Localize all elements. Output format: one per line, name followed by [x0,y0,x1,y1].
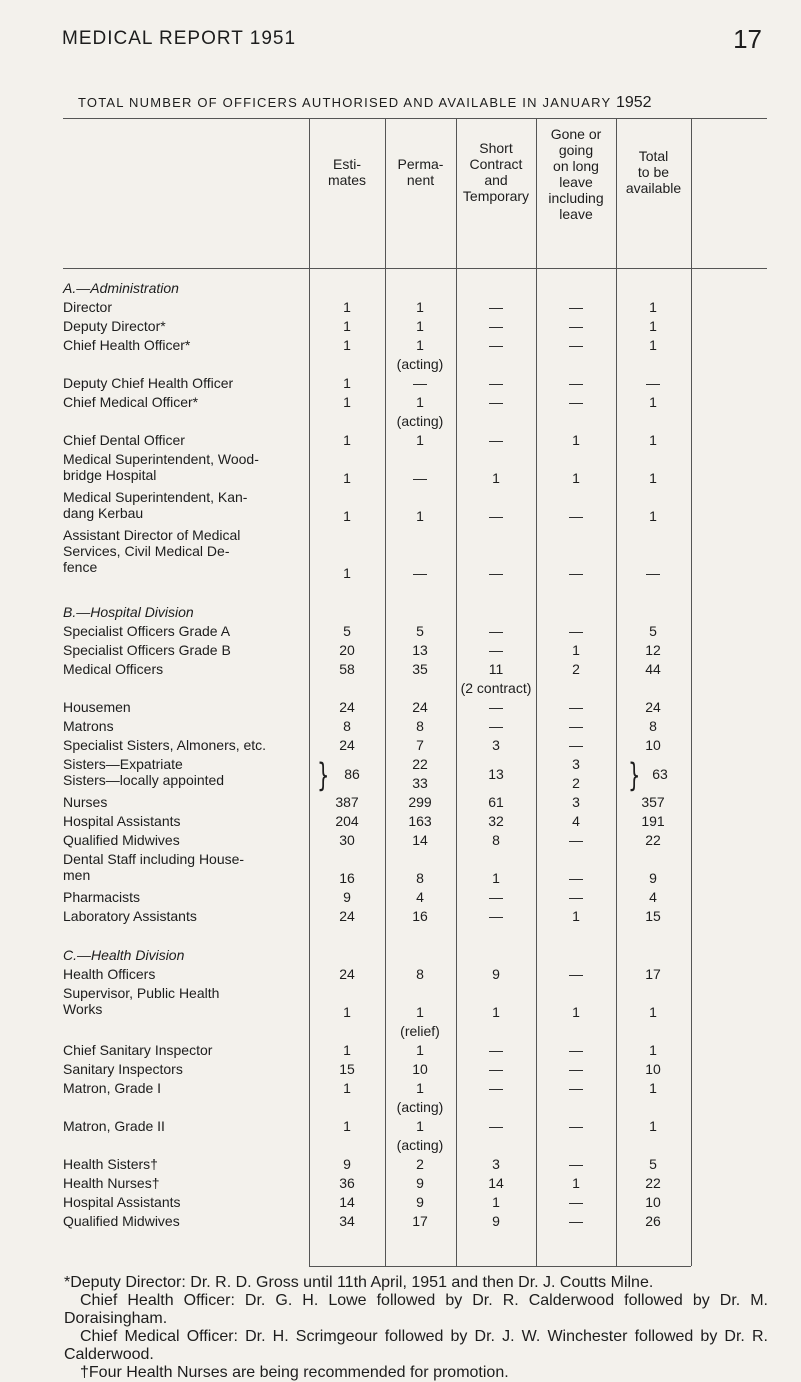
cell-estimates: 9 [343,1156,351,1172]
footnote-chief-health-officer: Chief Health Officer: Dr. G. H. Lowe followed by Dr. R. Calderwood followed by Dr. M. Doraisingham. [64,1292,768,1327]
cell-permanent: 8 [416,870,424,886]
cell-estimates: 1 [343,299,351,315]
column-header [309,156,385,188]
report-title: MEDICAL REPORT 1951 [62,28,297,49]
cell-note: (acting) [396,413,444,429]
cell-on-leave: — [569,718,583,734]
cell-short-contract: — [489,337,503,353]
row-label-line: Services, Civil Medical De- [63,543,230,559]
row-label-line: Nurses [63,794,108,810]
row-label-line: bridge Hospital [63,467,157,483]
cell-on-leave: 1 [572,1004,580,1020]
cell-on-leave: — [569,375,583,391]
cell-estimates: 1 [343,1118,351,1134]
section-heading: B.—Hospital Division [63,604,194,620]
cell-short-contract: — [489,394,503,410]
cell-on-leave: 4 [572,813,580,829]
cell-short-contract: 9 [492,1213,500,1229]
column-header-line: leave [559,174,593,190]
cell-estimates: 1 [343,470,351,486]
cell-permanent: 10 [412,1061,428,1077]
row-label-line: Health Nurses† [63,1175,160,1191]
cell-permanent: 9 [416,1194,424,1210]
table-bottom-rule [309,1266,691,1267]
staff-table [63,118,767,1268]
row-label [63,889,309,905]
page-number: 17 [733,24,762,54]
cell-on-leave: — [569,318,583,334]
cell-on-leave: — [569,623,583,639]
cell-permanent: 1 [416,394,424,410]
cell-on-leave: — [569,737,583,753]
cell-permanent: 24 [412,699,428,715]
cell-permanent: 1 [416,299,424,315]
cell-estimates: 24 [339,737,355,753]
row-label [63,1194,309,1210]
cell-permanent: 22 [412,756,428,772]
column-header-line: Total [638,148,669,164]
row-label-line: Medical Superintendent, Wood- [63,451,259,467]
row-label-line: Specialist Officers Grade A [63,623,231,639]
column-header-line: Perma- [397,156,444,172]
row-label-line: Chief Sanitary Inspector [63,1042,213,1058]
row-label-line: Housemen [63,699,131,715]
cell-total: 24 [645,699,661,715]
cell-estimates: 34 [339,1213,355,1229]
cell-permanent: 1 [416,1004,424,1020]
cell-estimates: 24 [339,966,355,982]
cell-permanent: — [413,565,427,581]
row-label-line: Sisters—Expatriate [63,756,183,772]
column-header [536,126,616,222]
row-label-line: Matrons [63,718,114,734]
row-label [63,851,309,883]
row-label [63,813,309,829]
cell-permanent: 1 [416,1118,424,1134]
table-title-year: 1952 [615,94,652,111]
footnote-chief-medical-officer: Chief Medical Officer: Dr. H. Scrimgeour followed by Dr. J. W. Winchester followed by Dr. R. Calderwood. [64,1328,768,1363]
cell-estimates: 15 [339,1061,355,1077]
cell-on-leave: — [569,832,583,848]
cell-total: 22 [645,1175,661,1191]
cell-on-leave: — [569,1080,583,1096]
cell-on-leave: 3 [572,794,580,810]
cell-short-contract: — [489,642,503,658]
cell-total: 1 [649,1118,657,1134]
cell-short-contract: — [489,889,503,905]
cell-short-contract: — [489,299,503,315]
cell-on-leave: — [569,889,583,905]
cell-short-contract: 1 [492,470,500,486]
cell-on-leave: — [569,337,583,353]
column-header-line: going [558,142,594,158]
cell-on-leave: 1 [572,432,580,448]
row-label-line: Deputy Director* [63,318,166,334]
cell-on-leave: 1 [572,470,580,486]
cell-on-leave: — [569,1042,583,1058]
cell-on-leave: — [569,1061,583,1077]
cell-permanent: 8 [416,718,424,734]
cell-on-leave: — [569,1156,583,1172]
section-heading: C.—Health Division [63,947,185,963]
row-label-line: Medical Officers [63,661,164,677]
cell-total: 10 [645,1194,661,1210]
row-label-line: Chief Medical Officer* [63,394,199,410]
cell-permanent: 1 [416,318,424,334]
footnotes [64,1274,768,1382]
cell-estimates: 1 [343,508,351,524]
cell-estimates: 36 [339,1175,355,1191]
row-label [63,985,309,1017]
cell-on-leave: — [569,299,583,315]
cell-permanent: 17 [412,1213,428,1229]
cell-total: 1 [649,1042,657,1058]
column-divider [616,118,617,1266]
cell-short-contract: — [489,508,503,524]
row-label [63,832,309,848]
cell-total: 1 [649,337,657,353]
cell-permanent: 9 [416,1175,424,1191]
cell-permanent: 4 [416,889,424,905]
cell-total: 1 [649,432,657,448]
cell-permanent: 1 [416,337,424,353]
cell-permanent: 33 [412,775,428,791]
cell-total: — [646,375,660,391]
row-label-line: Sanitary Inspectors [63,1061,183,1077]
row-label [63,966,309,982]
cell-short-contract: — [489,1042,503,1058]
cell-total: — [646,565,660,581]
row-label [63,737,309,753]
cell-on-leave: — [569,699,583,715]
cell-total: 1 [649,1004,657,1020]
cell-short-contract: — [489,1061,503,1077]
cell-total: 357 [641,794,665,810]
cell-total: 10 [645,1061,661,1077]
cell-note: (acting) [396,356,444,372]
cell-on-leave: — [569,565,583,581]
row-label-line: Matron, Grade II [63,1118,165,1134]
cell-on-leave: — [569,966,583,982]
row-label-line: Hospital Assistants [63,1194,181,1210]
row-label-line: Sisters—locally appointed [63,772,225,788]
cell-on-leave: — [569,394,583,410]
cell-short-contract: 3 [492,737,500,753]
header-bottom-rule [63,268,767,269]
cell-permanent: 1 [416,432,424,448]
cell-short-contract: 8 [492,832,500,848]
cell-estimates: 1 [343,1004,351,1020]
column-header-line: leave [559,206,593,222]
cell-total: 12 [645,642,661,658]
cell-permanent: 14 [412,832,428,848]
cell-estimates: 86 [344,765,360,782]
row-label [63,489,309,521]
row-label-line: Director [63,299,113,315]
row-label [63,794,309,810]
cell-short-contract: 61 [488,794,504,810]
row-label [63,1080,309,1096]
row-label-line: Supervisor, Public Health [63,985,220,1001]
cell-on-leave: — [569,870,583,886]
cell-note: (2 contract) [460,680,532,696]
cell-estimates: 14 [339,1194,355,1210]
brace-left: } [317,756,330,794]
cell-permanent: 5 [416,623,424,639]
cell-on-leave: 1 [572,908,580,924]
row-label [63,432,309,448]
column-header [385,156,456,188]
cell-short-contract: 11 [488,661,504,677]
cell-estimates: 1 [343,337,351,353]
brace-right: } [628,756,641,794]
cell-short-contract: 13 [488,765,504,782]
cell-note: (acting) [396,1137,444,1153]
cell-total: 15 [645,908,661,924]
cell-on-leave: — [569,1194,583,1210]
column-header-line: including [548,190,604,206]
footnote-health-nurses: †Four Health Nurses are being recommended for promotion. [80,1364,509,1381]
cell-on-leave: 1 [572,642,580,658]
cell-short-contract: — [489,432,503,448]
row-label-line: Chief Dental Officer [63,432,185,448]
cell-on-leave: 2 [572,661,580,677]
row-label-line: Matron, Grade I [63,1080,162,1096]
cell-short-contract: 14 [488,1175,504,1191]
cell-total: 26 [645,1213,661,1229]
cell-estimates: 1 [343,318,351,334]
cell-estimates: 1 [343,394,351,410]
row-label-line: Deputy Chief Health Officer [63,375,234,391]
cell-short-contract: — [489,623,503,639]
cell-estimates: 8 [343,718,351,734]
column-header-line: nent [406,172,435,188]
cell-short-contract: 1 [492,870,500,886]
row-label [63,699,309,715]
cell-total: 191 [641,813,665,829]
row-label [63,623,309,639]
cell-total: 1 [649,470,657,486]
column-header-line: Gone or [550,126,602,142]
column-header-line: available [625,180,682,196]
row-label [63,1118,309,1134]
cell-permanent: 1 [416,1042,424,1058]
column-header-line: mates [327,172,367,188]
cell-total: 5 [649,1156,657,1172]
row-label [63,299,309,315]
column-header-line: Esti- [333,156,361,172]
row-label-line: Health Officers [63,966,156,982]
cell-permanent: 1 [416,1080,424,1096]
row-label-line: Specialist Sisters, Almoners, etc. [63,737,267,753]
cell-estimates: 1 [343,375,351,391]
column-header-line: to be [637,164,670,180]
row-label-line: Works [63,1001,103,1017]
table-title [78,94,652,112]
cell-short-contract: 32 [488,813,504,829]
cell-estimates: 1 [343,1080,351,1096]
row-label-line: fence [63,559,98,575]
row-label-line: Qualified Midwives [63,832,180,848]
footnote-deputy-director: *Deputy Director: Dr. R. D. Gross until 11th April, 1951 and then Dr. J. Coutts Milne. [64,1274,654,1291]
cell-permanent: 163 [408,813,432,829]
cell-total: 1 [649,508,657,524]
row-label [63,337,309,353]
column-header-line: Temporary [462,188,530,204]
row-label [63,1061,309,1077]
row-label-line: Hospital Assistants [63,813,181,829]
column-divider [309,118,310,1266]
column-divider [385,118,386,1266]
cell-short-contract: 1 [492,1194,500,1210]
row-label [63,661,309,677]
cell-note: (acting) [396,1099,444,1115]
cell-permanent: 35 [412,661,428,677]
cell-estimates: 9 [343,889,351,905]
cell-short-contract: 3 [492,1156,500,1172]
cell-estimates: 204 [335,813,359,829]
cell-estimates: 1 [343,565,351,581]
cell-total: 22 [645,832,661,848]
cell-short-contract: — [489,1080,503,1096]
cell-short-contract: — [489,699,503,715]
column-header-line: on long [553,158,599,174]
cell-total: 1 [649,318,657,334]
table-title-text: TOTAL NUMBER OF OFFICERS AUTHORISED AND AVAILABLE IN JANUARY [78,95,612,110]
cell-estimates: 1 [343,432,351,448]
cell-short-contract: — [489,375,503,391]
cell-permanent: — [413,470,427,486]
cell-total: 4 [649,889,657,905]
cell-short-contract: 9 [492,966,500,982]
cell-estimates: 24 [339,908,355,924]
row-label [63,1156,309,1172]
cell-short-contract: 1 [492,1004,500,1020]
column-header [456,140,536,204]
cell-estimates: 5 [343,623,351,639]
cell-permanent: 13 [412,642,428,658]
cell-on-leave: 1 [572,1175,580,1191]
column-divider [691,118,692,1266]
row-label-line: Specialist Officers Grade B [63,642,231,658]
column-header-line: Short [479,140,513,156]
row-label [63,451,309,483]
cell-total: 8 [649,718,657,734]
cell-short-contract: — [489,718,503,734]
cell-short-contract: — [489,565,503,581]
cell-total: 63 [652,765,668,782]
page-header [62,24,762,58]
column-header-line: Contract [469,156,523,172]
cell-total: 1 [649,1080,657,1096]
cell-total: 10 [645,737,661,753]
section-heading: A.—Administration [63,280,179,296]
cell-estimates: 16 [339,870,355,886]
row-label [63,1175,309,1191]
column-header-line: and [484,172,508,188]
cell-permanent: — [413,375,427,391]
row-label-line: dang Kerbau [63,505,144,521]
cell-short-contract: — [489,908,503,924]
row-label [63,394,309,410]
cell-on-leave: — [569,508,583,524]
row-label [63,375,309,391]
table-top-rule [63,118,767,119]
cell-note: (relief) [400,1023,440,1039]
cell-short-contract: — [489,318,503,334]
cell-permanent: 7 [416,737,424,753]
row-label-line: Dental Staff including House- [63,851,245,867]
cell-permanent: 1 [416,508,424,524]
cell-permanent: 8 [416,966,424,982]
cell-total: 1 [649,299,657,315]
row-label [63,642,309,658]
row-label [63,908,309,924]
cell-permanent: 2 [416,1156,424,1172]
column-header [616,148,691,196]
cell-on-leave: — [569,1118,583,1134]
cell-total: 1 [649,394,657,410]
cell-estimates: 58 [339,661,355,677]
cell-total: 5 [649,623,657,639]
cell-on-leave: — [569,1213,583,1229]
cell-estimates: 30 [339,832,355,848]
cell-on-leave: 3 [572,756,580,772]
row-label-line: Medical Superintendent, Kan- [63,489,248,505]
cell-total: 9 [649,870,657,886]
row-label [63,1213,309,1229]
row-label [63,756,309,788]
row-label-line: men [63,867,91,883]
row-label-line: Chief Health Officer* [63,337,191,353]
cell-total: 44 [645,661,661,677]
row-label [63,318,309,334]
row-label [63,527,309,575]
row-label [63,1042,309,1058]
row-label [63,718,309,734]
row-label-line: Assistant Director of Medical [63,527,241,543]
cell-permanent: 16 [412,908,428,924]
row-label-line: Laboratory Assistants [63,908,197,924]
row-label-line: Qualified Midwives [63,1213,180,1229]
cell-permanent: 299 [408,794,432,810]
row-label-line: Health Sisters† [63,1156,158,1172]
cell-estimates: 24 [339,699,355,715]
cell-estimates: 387 [335,794,359,810]
cell-estimates: 20 [339,642,355,658]
cell-on-leave: 2 [572,775,580,791]
cell-estimates: 1 [343,1042,351,1058]
cell-total: 17 [645,966,661,982]
cell-short-contract: — [489,1118,503,1134]
row-label-line: Pharmacists [63,889,141,905]
